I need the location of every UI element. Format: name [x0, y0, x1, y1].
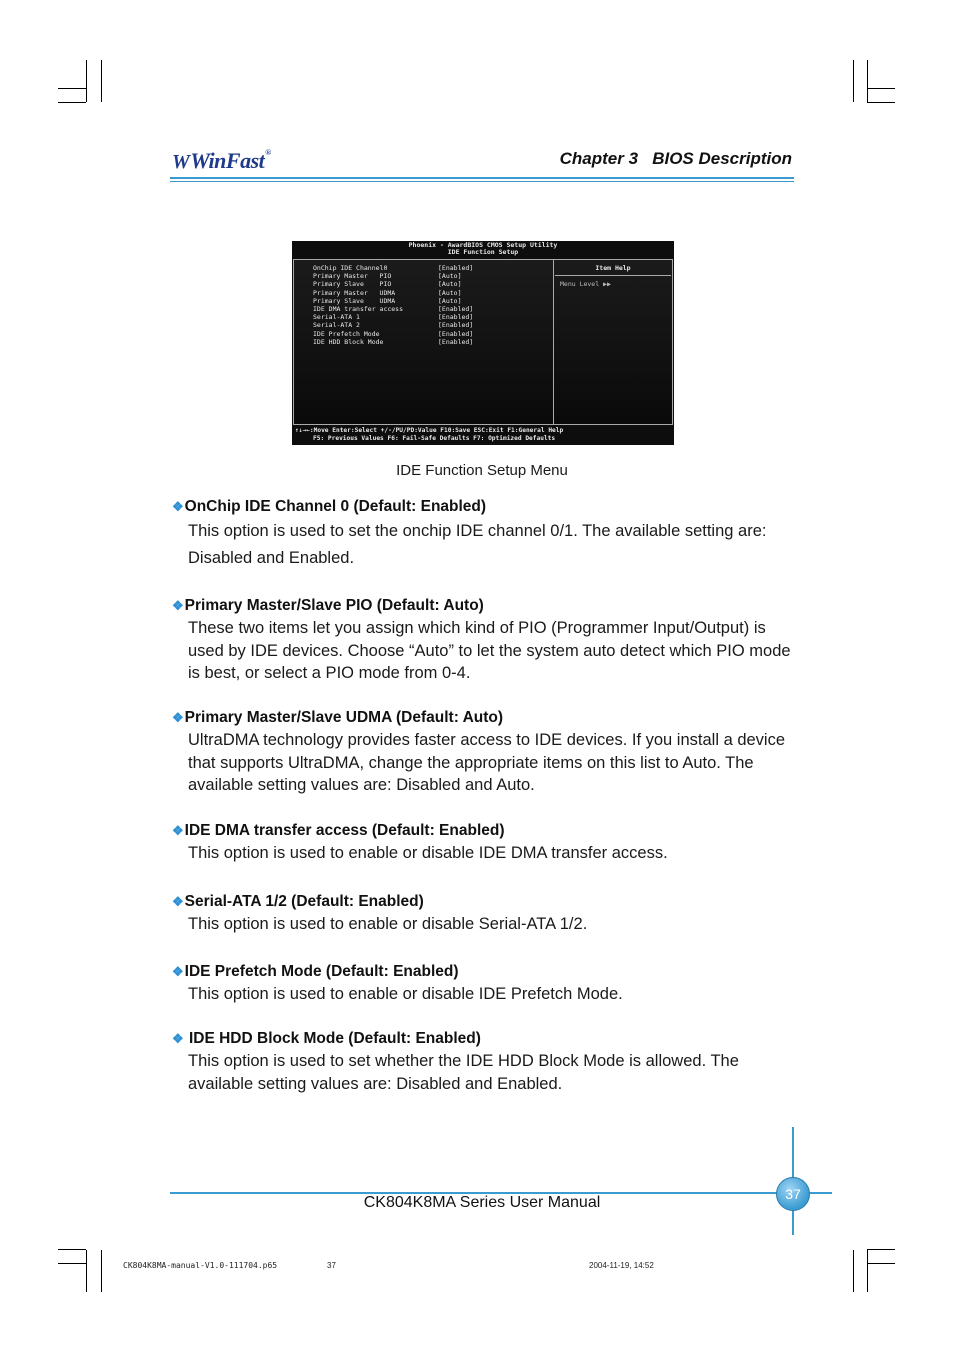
- diamond-bullet-icon: ❖: [172, 823, 184, 838]
- bios-option-row: [313, 321, 473, 329]
- section-title: [172, 891, 802, 913]
- bios-option-name: Serial-ATA 2: [313, 321, 360, 330]
- bios-option-section: [172, 891, 802, 936]
- bios-option-value: [Auto]: [438, 288, 462, 297]
- bios-option-row: [313, 297, 473, 305]
- bios-footer-line2: F5: Previous Values F6: Fail-Safe Defaults F7: Optimized Defaults: [313, 435, 556, 442]
- bios-option-value: [Enabled]: [438, 264, 474, 272]
- bios-screenshot: [292, 241, 674, 445]
- section-title: [172, 820, 802, 842]
- figure-caption: IDE Function Setup Menu: [396, 462, 568, 479]
- bios-option-row: [313, 280, 473, 288]
- bios-option-value: [Auto]: [438, 272, 462, 281]
- bios-option-value: [Enabled]: [438, 321, 474, 330]
- section-title-text: IDE HDD Block Mode (Default: Enabled): [184, 1030, 481, 1047]
- slug-date: 2004-11-19, 14:52: [589, 1261, 654, 1270]
- section-body: This option is used to enable or disable IDE Prefetch Mode.: [188, 985, 623, 1003]
- bios-option-value: [Auto]: [438, 296, 462, 305]
- slug-filename: CK804K8MA-manual-V1.0-111704.p65: [123, 1261, 278, 1270]
- bios-option-row: [313, 330, 473, 338]
- bios-option-name: Primary Master PIO: [313, 272, 392, 281]
- manual-title: CK804K8MA Series User Manual: [363, 1194, 601, 1211]
- bios-option-section: [172, 820, 802, 865]
- bios-title-line1: Phoenix - AwardBIOS CMOS Setup Utility: [408, 241, 558, 249]
- bios-option-value: [Enabled]: [438, 313, 474, 322]
- bios-item-help: Item Help: [555, 261, 671, 276]
- section-title: [172, 707, 802, 729]
- section-title-text: OnChip IDE Channel 0 (Default: Enabled): [184, 498, 487, 515]
- bios-option-name: IDE Prefetch Mode: [313, 329, 380, 338]
- section-body: This option is used to enable or disable Serial-ATA 1/2.: [188, 915, 588, 933]
- bios-option-name: OnChip IDE Channel0: [313, 264, 388, 272]
- header-rule: [170, 177, 794, 179]
- section-body: This option is used to enable or disable IDE DMA transfer access.: [188, 844, 668, 862]
- header-rule-thin: [170, 181, 794, 182]
- bios-footer-line1: ↑↓→←:Move Enter:Select +/-/PU/PD:Value F10:Save ESC:Exit F1:General Help: [295, 427, 564, 434]
- bios-option-section: [172, 1028, 802, 1095]
- section-title-text: Primary Master/Slave UDMA (Default: Auto): [184, 709, 504, 726]
- bios-option-value: [Enabled]: [438, 337, 474, 346]
- bios-option-section: [172, 496, 802, 572]
- bios-title: [292, 241, 674, 259]
- chapter-title: Chapter 3 BIOS Description: [559, 149, 792, 168]
- winfast-logo: [172, 148, 271, 174]
- bios-option-list: [313, 264, 473, 346]
- w-logo-icon: W: [172, 151, 190, 173]
- bios-divider: [553, 259, 554, 425]
- bios-option-row: [313, 264, 473, 272]
- bios-option-section: [172, 961, 802, 1006]
- registered-icon: ®: [265, 148, 271, 157]
- bios-option-row: [313, 272, 473, 280]
- diamond-bullet-icon: ❖: [172, 499, 184, 514]
- diamond-bullet-icon: ❖: [172, 964, 184, 979]
- section-body: UltraDMA technology provides faster access to IDE devices. If you install a device that supports UltraDMA, change the appropriate items on this list to Auto. The available setting values are: Disabled and Auto.: [188, 731, 786, 794]
- bios-option-row: [313, 313, 473, 321]
- diamond-bullet-icon: ❖: [172, 894, 184, 909]
- section-title: [172, 496, 802, 518]
- section-body: These two items let you assign which kind of PIO (Programmer Input/Output) is used by IDE devices. Choose “Auto” to let the system auto detect which PIO mode is best, or select a PIO mode from 0-4.: [188, 619, 791, 682]
- bios-title-line2: IDE Function Setup: [447, 248, 519, 256]
- bios-option-name: Primary Slave UDMA: [313, 296, 396, 305]
- bios-option-row: [313, 289, 473, 297]
- section-title-text: Primary Master/Slave PIO (Default: Auto): [184, 597, 484, 614]
- bios-footer: [295, 427, 671, 443]
- section-title-text: IDE DMA transfer access (Default: Enabled): [184, 822, 505, 839]
- bios-menu-level: Menu Level ▶▶: [560, 280, 611, 288]
- section-title: [172, 1028, 802, 1050]
- section-title: [172, 595, 802, 617]
- slug-page: 37: [327, 1261, 336, 1270]
- bios-option-row: [313, 338, 473, 346]
- section-body: This option is used to set the onchip IDE channel 0/1. The available setting are: Disabled and Enabled.: [188, 522, 767, 567]
- logo-text: WinFast: [190, 148, 265, 173]
- section-title-text: IDE Prefetch Mode (Default: Enabled): [184, 963, 459, 980]
- bios-option-row: [313, 305, 473, 313]
- bios-option-section: [172, 707, 802, 797]
- section-body: This option is used to set whether the IDE HDD Block Mode is allowed. The available setting values are: Disabled and Enabled.: [188, 1052, 739, 1093]
- diamond-bullet-icon: ❖: [172, 710, 184, 725]
- bios-option-value: [Auto]: [438, 280, 462, 289]
- bios-option-name: Primary Master UDMA: [313, 288, 396, 297]
- bios-option-section: [172, 595, 802, 685]
- bios-option-name: Serial-ATA 1: [313, 313, 360, 322]
- page-number: 37: [776, 1177, 810, 1211]
- section-title: [172, 961, 802, 983]
- diamond-bullet-icon: ❖: [172, 1031, 184, 1046]
- bios-option-value: [Enabled]: [438, 329, 474, 338]
- bios-option-value: [Enabled]: [438, 304, 474, 313]
- bios-option-name: Primary Slave PIO: [313, 280, 392, 289]
- bios-option-name: IDE DMA transfer access: [313, 304, 404, 313]
- diamond-bullet-icon: ❖: [172, 598, 184, 613]
- bios-option-name: IDE HDD Block Mode: [313, 337, 384, 346]
- section-title-text: Serial-ATA 1/2 (Default: Enabled): [184, 893, 424, 910]
